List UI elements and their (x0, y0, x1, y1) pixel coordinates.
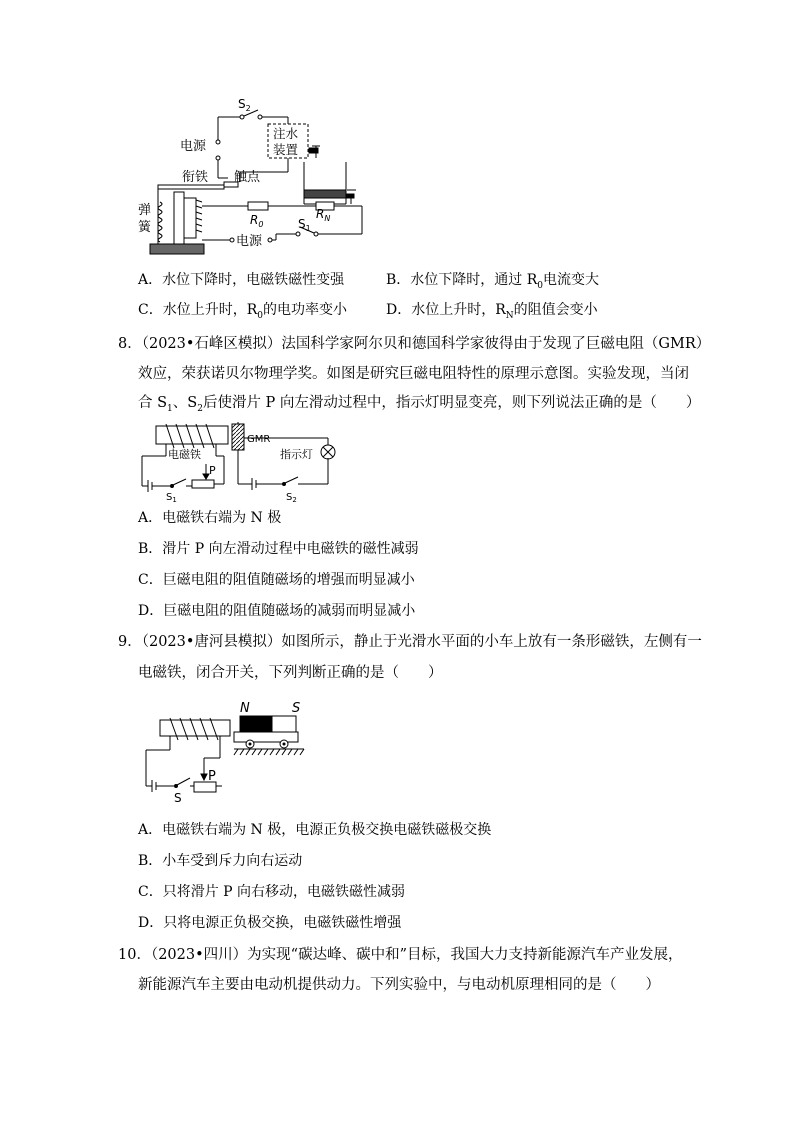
q10-stem-line-1: 10．（2023•四川）为实现“碳达峰、碳中和”目标，我国大力支持新能源汽车产业发展， (118, 947, 683, 963)
q8-s2-label: $S_2$ (286, 492, 297, 502)
q7-option-a[interactable]: A．水位下降时，电磁铁磁性变强 (138, 272, 345, 288)
q8-stem-line-1: 8．（2023•石峰区模拟）法国科学家阿尔贝和德国科学家彼得由于发现了巨磁电阻（GMR） (118, 336, 711, 352)
q8-electromagnet-label: 电磁铁 (168, 448, 201, 461)
q9-s-pole-label: S (292, 701, 301, 716)
q7-spring-label-1: 弹 (138, 203, 152, 218)
q7-s2-label: $S_2$ (238, 97, 251, 113)
q7-option-d[interactable]: D．水位上升时，$R_N$的阻值会变小 (386, 302, 598, 321)
q7-water-device-label-1: 注水 (273, 126, 299, 141)
q9-option-b[interactable]: B．小车受到斥力向右运动 (138, 853, 303, 869)
q8-option-c[interactable]: C．巨磁电阻的阻值随磁场的增强而明显减小 (138, 572, 415, 588)
q7-rn-label: $R_N$ (316, 207, 331, 223)
q8-stem-line-2: 效应，荣获诺贝尔物理学奖。如图是研究巨磁电阻特性的原理示意图。实验发现，当闭 (138, 366, 689, 382)
q7-power-bottom-label: 电源 (236, 234, 263, 249)
q9-n-pole-label: N (240, 701, 250, 716)
q7-power-top-label: 电源 (180, 139, 207, 154)
q7-water-device-label-2: 装置 (273, 142, 299, 157)
q7-s1-label: $S_1$ (298, 217, 311, 233)
q8-circuit-figure (132, 420, 342, 502)
q8-gmr-label: GMR (247, 434, 271, 445)
q7-contact-label: 触点 (234, 170, 261, 185)
q9-p-label: P (208, 769, 216, 784)
q7-option-b[interactable]: B．水位下降时，通过 $R_0$电流变大 (386, 272, 600, 291)
q8-lamp-label: 指示灯 (280, 448, 313, 461)
q9-circuit-figure (134, 698, 344, 808)
q7-option-c[interactable]: C．水位上升时，$R_0$的电功率变小 (138, 302, 347, 321)
q9-stem-line-2: 电磁铁，闭合开关，下列判断正确的是（ ） (138, 665, 443, 681)
q9-option-a[interactable]: A．电磁铁右端为 N 极，电源正负极交换电磁铁磁极交换 (138, 822, 492, 838)
q9-switch-label: S (174, 791, 182, 805)
q9-option-d[interactable]: D．只将电源正负极交换，电磁铁磁性增强 (138, 915, 402, 931)
q9-option-c[interactable]: C．只将滑片 P 向右移动，电磁铁磁性减弱 (138, 884, 406, 900)
q8-s1-label: $S_1$ (166, 492, 177, 502)
q10-stem-line-2: 新能源汽车主要由电动机提供动力。下列实验中，与电动机原理相同的是（ ） (138, 977, 660, 993)
q7-armature-label: 衔铁 (182, 170, 209, 185)
q8-option-d[interactable]: D．巨磁电阻的阻值随磁场的减弱而明显减小 (138, 603, 416, 619)
q8-stem-line-3: 合 $S_1$、$S_2$后使滑片 P 向左滑动过程中，指示灯明显变亮，则下列说法正确的是（ ） (138, 395, 701, 414)
q8-p-label: P (209, 464, 216, 477)
q8-option-a[interactable]: A．电磁铁右端为 N 极 (138, 510, 282, 526)
q9-stem-line-1: 9．（2023•唐河县模拟）如图所示，静止于光滑水平面的小车上放有一条形磁铁，左侧有一 (118, 634, 702, 650)
q7-circuit-figure (130, 92, 380, 262)
q7-r0-label: $R_0$ (250, 213, 264, 229)
q7-spring-label-2: 簧 (138, 220, 152, 235)
q8-option-b[interactable]: B．滑片 P 向左滑动过程中电磁铁的磁性减弱 (138, 541, 419, 557)
